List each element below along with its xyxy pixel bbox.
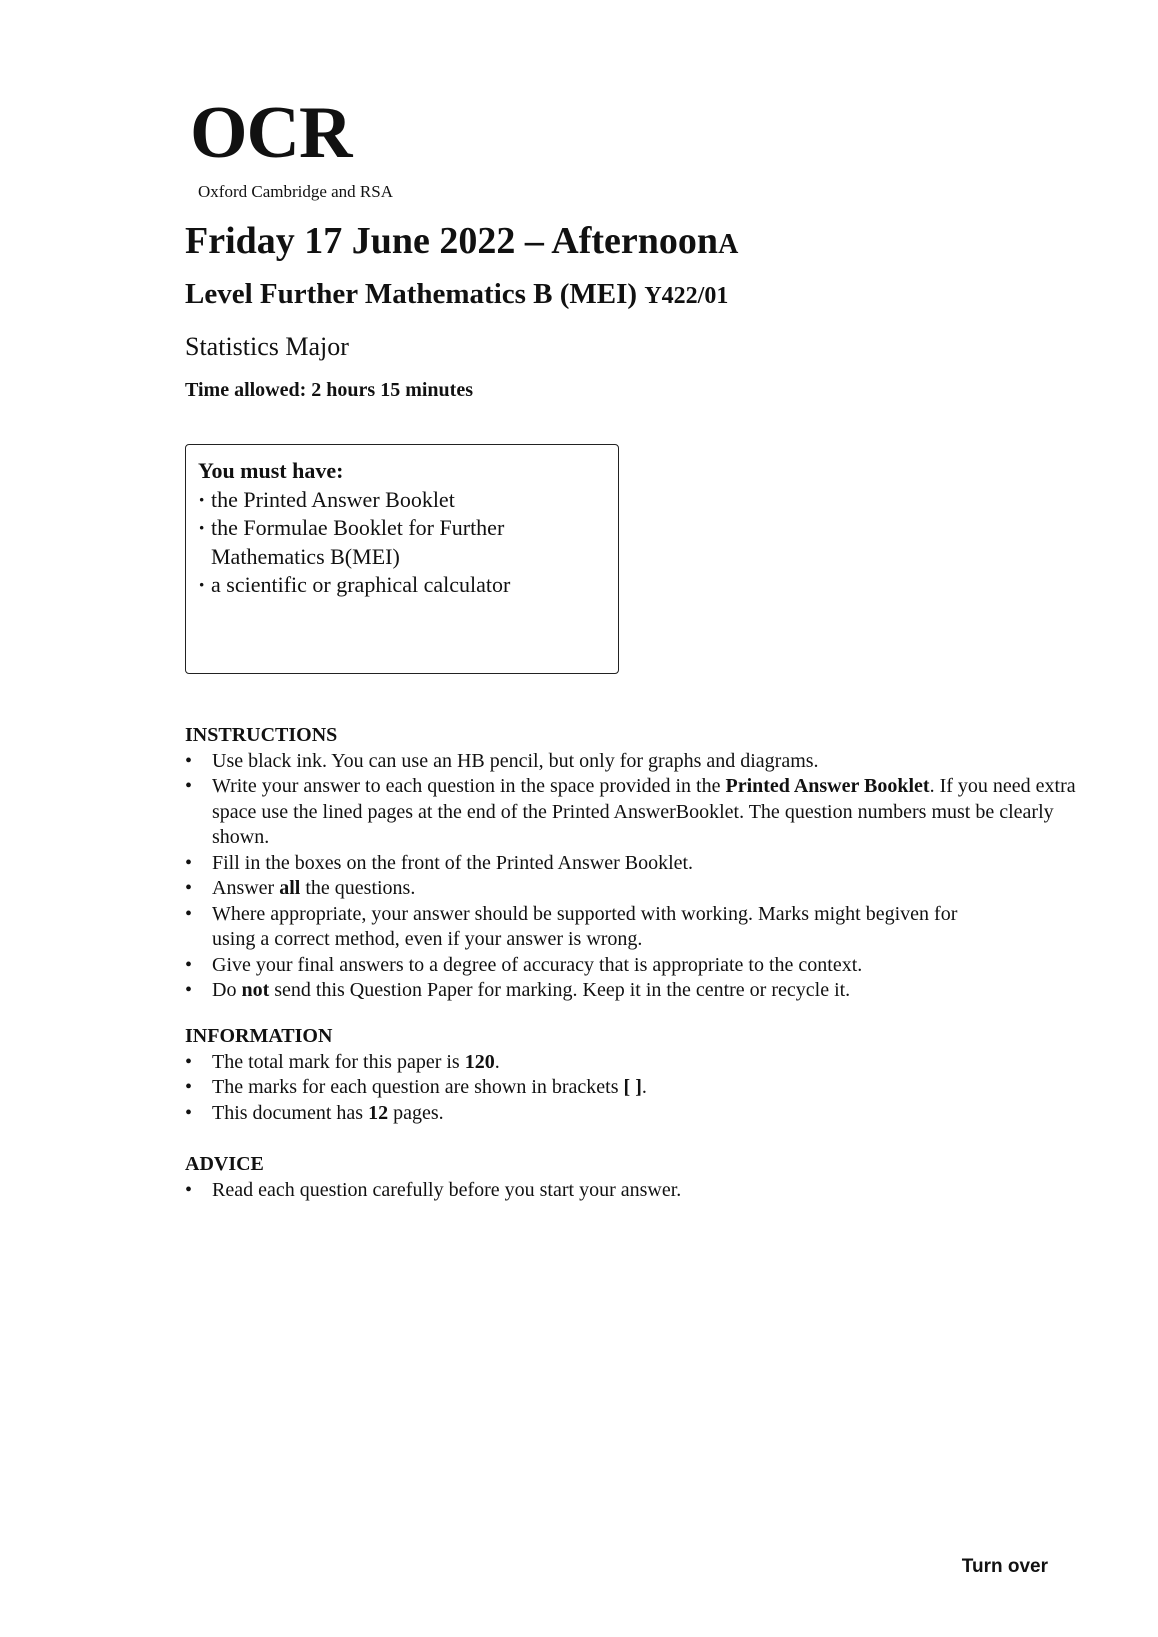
information-item — [185, 1050, 1085, 1076]
instruction-text: the questions. — [300, 877, 416, 899]
instruction-item — [185, 774, 1085, 851]
instruction-text: Answer — [212, 877, 280, 899]
information-item — [185, 1075, 1085, 1101]
information-title: INFORMATION — [185, 1025, 333, 1047]
must-have-item: · a scientific or graphical calculator — [198, 571, 606, 600]
component-name: Statistics Major — [185, 332, 349, 361]
brackets-symbol: [ ] — [623, 1076, 642, 1098]
instruction-text: . If you need extra space use the lined pages at the end of the Printed AnswerBooklet. The question numbers must be clearly shown. — [212, 775, 1076, 848]
logo-subtitle: Oxford Cambridge and RSA — [198, 182, 394, 201]
information-text: . — [641, 1076, 647, 1098]
information-section — [185, 1024, 1085, 1126]
total-marks: 120 — [464, 1050, 495, 1073]
instruction-text: send this Question Paper for marking. Keep it in the centre or recycle it. — [269, 979, 851, 1001]
qualification-title — [185, 280, 728, 309]
must-have-item: · the Formulae Booklet for Further Mathematics B(MEI) — [198, 514, 606, 571]
advice-title: ADVICE — [185, 1153, 264, 1175]
time-allowed: Time allowed: 2 hours 15 minutes — [185, 379, 473, 401]
instruction-emphasis: not — [241, 979, 270, 1001]
ocr-logo: OCR — [190, 92, 352, 174]
instruction-text: Write your answer to each question in the space provided in the — [212, 775, 726, 797]
instruction-item — [185, 876, 1085, 902]
instruction-text: Do — [212, 979, 242, 1001]
instructions-section — [185, 723, 1085, 1004]
instructions-title: INSTRUCTIONS — [185, 724, 338, 746]
information-item — [185, 1101, 1085, 1127]
information-text: The total mark for this paper is — [212, 1050, 465, 1073]
page-count: 12 — [368, 1101, 389, 1124]
instruction-emphasis: all — [279, 877, 301, 899]
instruction-item: • Fill in the boxes on the front of the Printed Answer Booklet. — [185, 851, 1085, 877]
level-prefix: A — [718, 229, 739, 260]
qualification-name: Level Further Mathematics B (MEI) — [185, 278, 638, 310]
must-have-title: You must have: — [198, 458, 344, 483]
advice-item: • Read each question carefully before you start your answer. — [185, 1178, 1085, 1204]
must-have-item: · the Printed Answer Booklet — [198, 486, 606, 515]
exam-date-text: Friday 17 June 2022 – Afternoon — [185, 220, 719, 262]
instruction-item: • Where appropriate, your answer should be supported with working. Marks might begiven for using a correct method, even if your answer is wrong. — [185, 902, 992, 953]
turn-over-label: Turn over — [961, 1556, 1048, 1577]
instruction-emphasis: Printed Answer Booklet — [725, 775, 930, 797]
information-text: This document has — [212, 1101, 369, 1124]
paper-code: Y422/01 — [644, 283, 729, 309]
instruction-item: • Use black ink. You can use an HB pencil, but only for graphs and diagrams. — [185, 749, 1085, 775]
instruction-item: • Give your final answers to a degree of accuracy that is appropriate to the context. — [185, 953, 1085, 979]
information-text: pages. — [388, 1101, 444, 1124]
must-have-box — [185, 444, 619, 674]
instruction-item — [185, 978, 1085, 1004]
information-text: . — [494, 1050, 500, 1073]
advice-section — [185, 1152, 1085, 1203]
exam-date — [185, 222, 738, 260]
information-text: The marks for each question are shown in brackets — [212, 1076, 624, 1098]
